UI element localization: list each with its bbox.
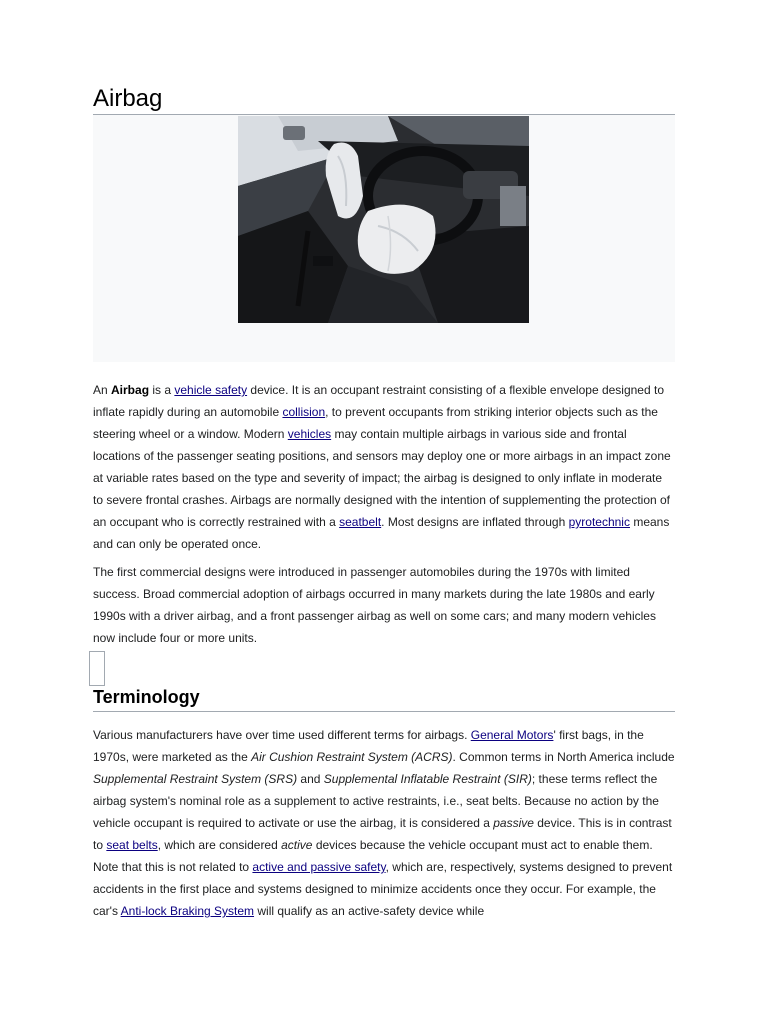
bold-term: Airbag — [111, 383, 150, 397]
text-run: is a — [149, 383, 175, 397]
text-run: , which are considered — [157, 838, 282, 852]
text-run: device. This is in contrast to — [93, 816, 672, 852]
italic-term: passive — [493, 816, 534, 830]
text-run: and — [297, 772, 324, 786]
infobox-figure — [93, 115, 675, 362]
link-seatbelt[interactable]: seatbelt — [339, 515, 382, 529]
text-run: An — [93, 383, 112, 397]
text-run: . Most designs are inflated through — [381, 515, 569, 529]
italic-term: Supplemental Restraint System (SRS) — [93, 772, 298, 786]
text-run: , to prevent occupants from striking interior objects such as the steering wheel or a window. Modern — [93, 405, 658, 441]
link-pyrotechnic[interactable]: pyrotechnic — [568, 515, 630, 529]
text-run: device. It is an occupant restraint consisting of a flexible envelope designed to inflate rapidly during an automobile — [93, 383, 664, 419]
text-run: , which are, respectively, systems designed to prevent accidents in the first place and systems designed to minimize accidents once they occur. For example, the car's — [93, 860, 673, 918]
italic-term: Supplemental Inflatable Restraint (SIR) — [323, 772, 532, 786]
airbag-photo-illustration — [238, 116, 529, 323]
text-run: . Common terms in North America include — [452, 750, 675, 764]
link-anti-lock-braking-system[interactable]: Anti-lock Braking System — [120, 904, 255, 918]
toc-toggle[interactable] — [89, 651, 105, 686]
text-run: ' first bags, in the 1970s, were marketed as the — [93, 728, 644, 764]
italic-term: active — [281, 838, 313, 852]
text-run: will qualify as an active-safety device while — [254, 904, 485, 918]
text-run: devices because the vehicle occupant must act to enable them. Note that this is not related to — [93, 838, 653, 874]
link-active-passive-safety[interactable]: active and passive safety — [252, 860, 386, 874]
text-run: means and can only be operated once. — [93, 515, 670, 551]
page-title: Airbag — [93, 85, 163, 112]
link-general-motors[interactable]: General Motors — [470, 728, 554, 742]
text-run: Various manufacturers have over time used different terms for airbags. — [93, 728, 471, 742]
link-collision[interactable]: collision — [282, 405, 326, 419]
section-heading-terminology: Terminology — [93, 687, 200, 707]
intro-paragraph — [93, 379, 675, 555]
link-seat-belts[interactable]: seat belts — [106, 838, 158, 852]
text-run: may contain multiple airbags in various side and frontal locations of the passenger seating positions, and sensors may deploy one or more airbags in an impact zone at variable rates based on the type and severity of impact; the airbag is designed to only inflate in moderate to severe frontal crashes. Airbags are normally designed with the intention of supplementing the protection of an occupant who is correctly restrained with a — [93, 427, 671, 529]
link-vehicles[interactable]: vehicles — [287, 427, 332, 441]
terminology-paragraph — [93, 724, 675, 922]
text-run: ; these terms reflect the airbag system's nominal role as a supplement to active restraints, i.e., seat belts. Because no action by the vehicle occupant is required to activate or use the airbag, it is considered a — [93, 772, 659, 830]
link-vehicle-safety[interactable]: vehicle safety — [174, 383, 248, 397]
airbag-photo[interactable] — [238, 116, 529, 323]
history-paragraph: The first commercial designs were introduced in passenger automobiles during the 1970s with limited success. Broad commercial adoption of airbags occurred in many markets during the late 1980s and early 1990s with a driver airbag, and a front passenger airbag as well on some cars; and many modern vehicles now include four or more units. — [93, 565, 656, 645]
italic-term: Air Cushion Restraint System (ACRS) — [251, 750, 453, 764]
section-divider — [93, 711, 675, 712]
